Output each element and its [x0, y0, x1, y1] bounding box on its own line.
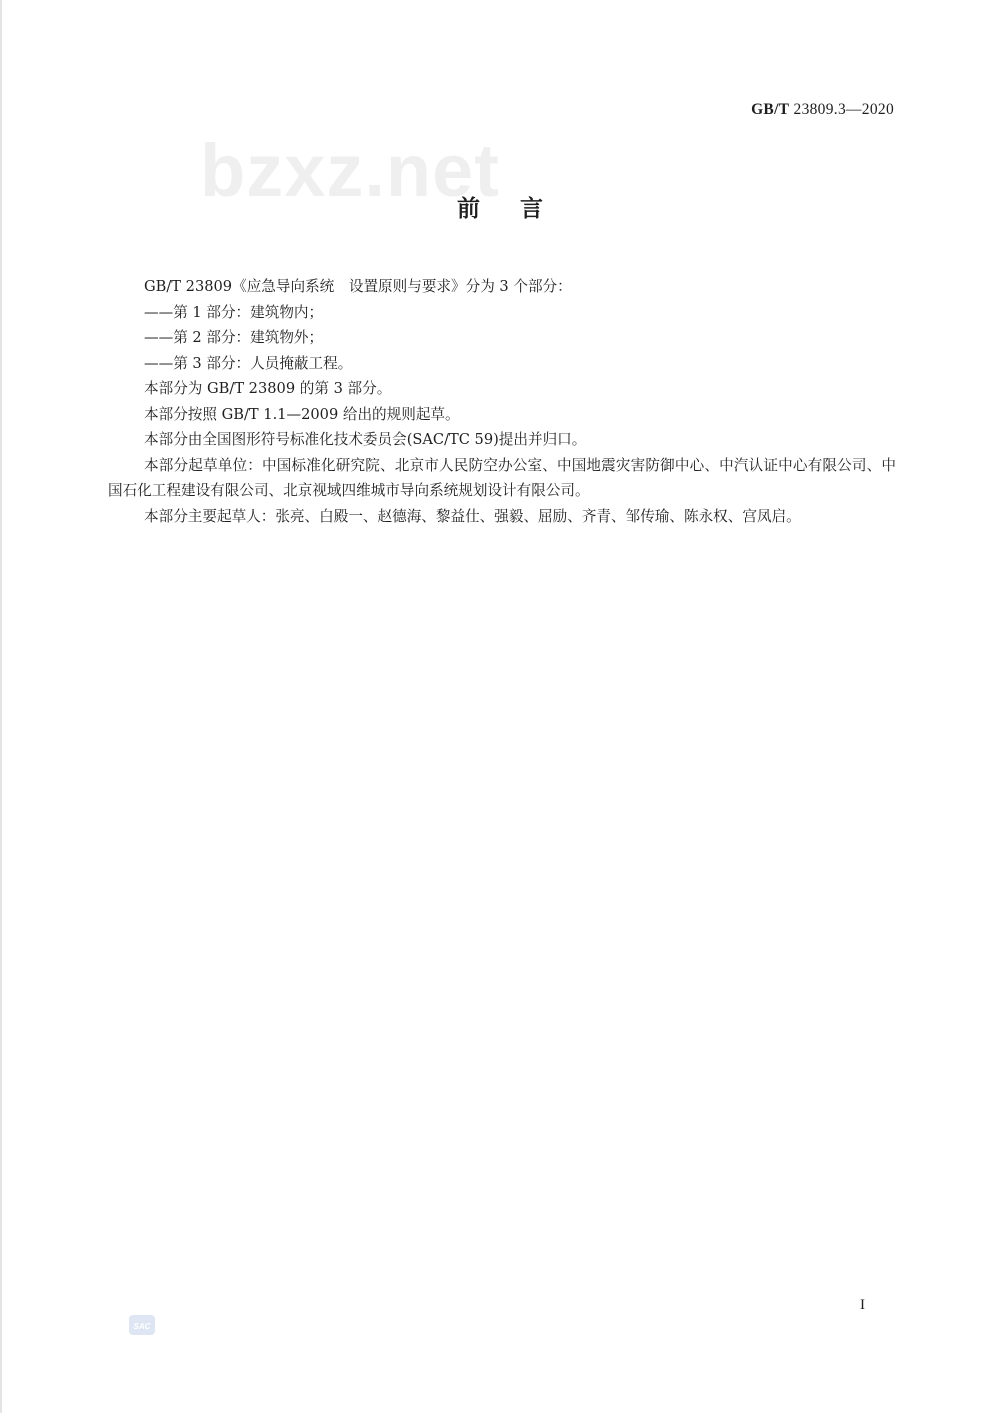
- standard-prefix: GB/T: [751, 101, 790, 118]
- sac-logo-icon: [128, 1313, 156, 1337]
- paragraph: ——第 1 部分：建筑物内；: [144, 303, 324, 321]
- paragraph: 本部分起草单位：中国标准化研究院、北京市人民防空办公室、中国地震灾害防御中心、中汽认证中心有限公司、中国石化工程建设有限公司、北京视域四维城市导向系统规划设计有限公司。: [108, 456, 896, 499]
- paragraph: ——第 2 部分：建筑物外；: [144, 329, 324, 346]
- paragraph: 本部分按照 GB/T 1.1—2009 给出的规则起草。: [144, 405, 460, 423]
- standard-code: [751, 101, 894, 119]
- paragraph: ——第 3 部分：人员掩蔽工程。: [144, 354, 353, 372]
- watermark: bzxz.net: [200, 129, 500, 212]
- paragraph: 本部分由全国图形符号标准化技术委员会(SAC/TC 59)提出并归口。: [144, 431, 587, 448]
- paragraph: GB/T 23809《应急导向系统 设置原则与要求》分为 3 个部分：: [144, 278, 572, 295]
- page-number: I: [860, 1297, 865, 1313]
- standard-number: 23809.3—2020: [793, 101, 894, 118]
- logo-text: SAC: [133, 1322, 151, 1331]
- page-title: 前言: [457, 196, 583, 222]
- paragraph: 本部分为 GB/T 23809 的第 3 部分。: [144, 380, 392, 397]
- foreword-body: [108, 274, 896, 529]
- paragraph: 本部分主要起草人：张亮、白殿一、赵德海、黎益仕、强毅、屈励、齐青、邹传瑜、陈永权、宫凤启。: [144, 507, 801, 525]
